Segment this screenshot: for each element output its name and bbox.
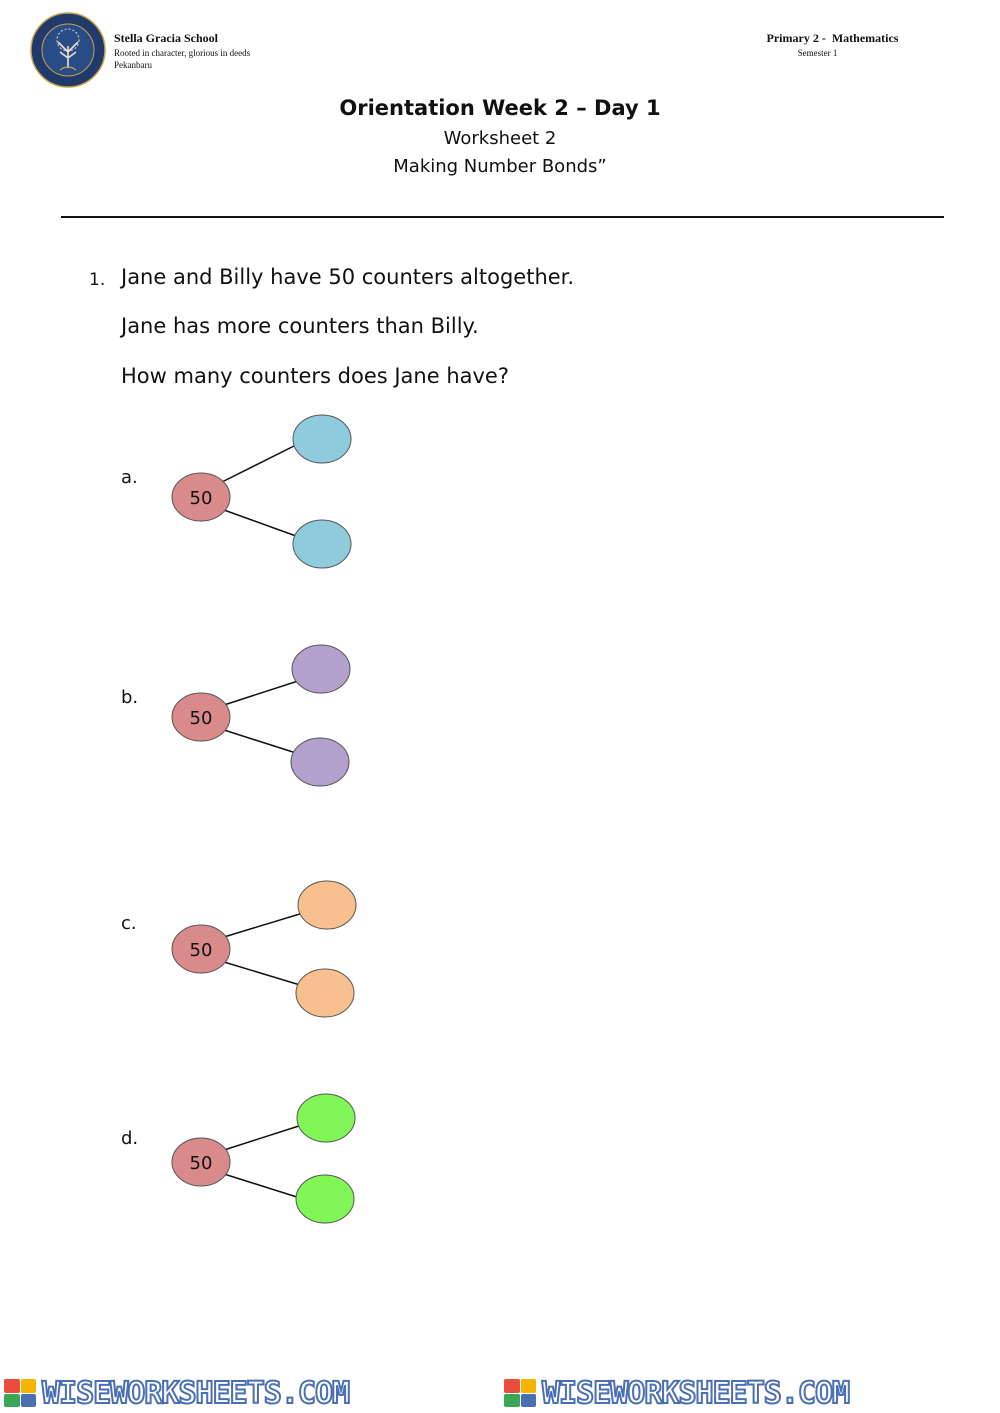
watermark-text: WISEWORKSHEETS.COM bbox=[542, 1375, 850, 1411]
number-bond-c bbox=[172, 881, 356, 1017]
number-bond-d bbox=[172, 1094, 355, 1223]
question-line: Jane has more counters than Billy. bbox=[121, 314, 479, 338]
question-line: Jane and Billy have 50 counters altogether. bbox=[121, 265, 575, 289]
option-label-a: a. bbox=[121, 467, 138, 488]
school-city: Pekanbaru bbox=[114, 60, 152, 70]
number-bond-b bbox=[172, 645, 350, 786]
option-label-d: d. bbox=[121, 1128, 139, 1149]
watermark bbox=[4, 1375, 350, 1411]
page-title: Orientation Week 2 – Day 1 bbox=[339, 96, 661, 120]
part-circle-top[interactable] bbox=[292, 645, 350, 693]
option-label-b: b. bbox=[121, 687, 139, 708]
worksheet-subtitle: Making Number Bonds” bbox=[393, 156, 607, 177]
wiseworksheets-logo-icon bbox=[4, 1379, 36, 1407]
semester-label: Semester 1 bbox=[797, 48, 838, 58]
part-circle-bottom[interactable] bbox=[296, 1175, 354, 1223]
school-name: Stella Gracia School bbox=[114, 31, 218, 45]
whole-value: 50 bbox=[189, 940, 213, 961]
part-circle-bottom[interactable] bbox=[296, 969, 354, 1017]
school-motto: Rooted in character, glorious in deeds bbox=[114, 48, 251, 58]
watermark-bar bbox=[0, 1372, 1000, 1413]
part-circle-top[interactable] bbox=[293, 415, 351, 463]
whole-value: 50 bbox=[189, 488, 213, 509]
part-circle-bottom[interactable] bbox=[293, 520, 351, 568]
part-circle-top[interactable] bbox=[297, 1094, 355, 1142]
question-line: How many counters does Jane have? bbox=[121, 364, 509, 388]
whole-value: 50 bbox=[189, 1153, 213, 1174]
subject-label: Primary 2 - Mathematics bbox=[766, 31, 899, 45]
wiseworksheets-logo-icon bbox=[504, 1379, 536, 1407]
watermark bbox=[504, 1375, 850, 1411]
part-circle-bottom[interactable] bbox=[291, 738, 349, 786]
question-number: 1. bbox=[89, 270, 106, 290]
part-circle-top[interactable] bbox=[298, 881, 356, 929]
number-bond-a bbox=[172, 415, 351, 568]
worksheet-number: Worksheet 2 bbox=[443, 128, 557, 149]
whole-value: 50 bbox=[189, 708, 213, 729]
watermark-text: WISEWORKSHEETS.COM bbox=[42, 1375, 350, 1411]
option-label-c: c. bbox=[121, 913, 137, 934]
